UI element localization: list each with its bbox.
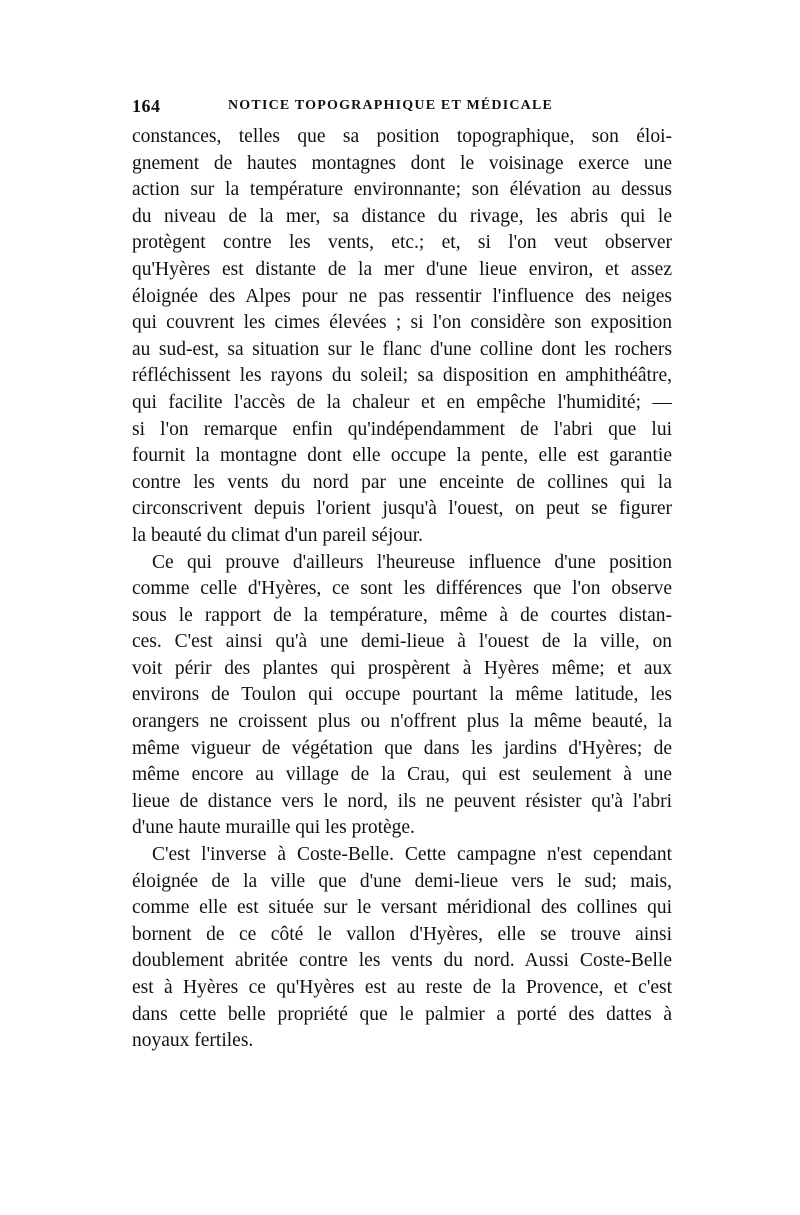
text-line: bornent de ce côté le vallon d'Hyères, elle se trouve ainsi <box>132 923 672 945</box>
text-line: au sud-est, sa situation sur le flanc d'une colline dont les rochers <box>132 338 672 360</box>
text-line: protègent contre les vents, etc.; et, si l'on veut observer <box>132 232 672 254</box>
body-text <box>132 124 672 1055</box>
text-line: d'une haute muraille qui les protège. <box>132 817 415 839</box>
text-line: sous le rapport de la température, même à de courtes distan- <box>132 604 672 626</box>
text-line: comme celle d'Hyères, ce sont les différences que l'on observe <box>132 578 672 600</box>
text-line: qui facilite l'accès de la chaleur et en empêche l'humidité; — <box>132 391 672 413</box>
text-line: est à Hyères ce qu'Hyères est au reste de la Provence, et c'est <box>132 977 672 998</box>
page-header <box>132 96 672 120</box>
text-line: si l'on remarque enfin qu'indépendamment de l'abri que lui <box>132 418 672 440</box>
text-line: fournit la montagne dont elle occupe la pente, elle est garantie <box>132 445 672 467</box>
text-line: contre les vents du nord par une enceinte de collines qui la <box>132 471 672 493</box>
text-line: du niveau de la mer, sa distance du rivage, les abris qui le <box>132 205 672 227</box>
text-line: voit périr des plantes qui prospèrent à Hyères même; et aux <box>132 657 672 679</box>
running-head: NOTICE TOPOGRAPHIQUE ET MÉDICALE <box>228 98 554 113</box>
text-line: même vigueur de végétation que dans les jardins d'Hyères; de <box>132 737 672 759</box>
text-line: éloignée des Alpes pour ne pas ressentir l'influence des neiges <box>132 285 672 307</box>
paragraph-1 <box>132 124 672 550</box>
text-line: la beauté du climat d'un pareil séjour. <box>132 524 424 546</box>
text-line: éloignée de la ville que d'une demi-lieue vers le sud; mais, <box>132 870 672 892</box>
text-line: action sur la température environnante; son élévation au dessus <box>132 179 672 201</box>
text-line: gnement de hautes montagnes dont le voisinage exerce une <box>132 152 672 174</box>
text-line: orangers ne croissent plus ou n'offrent plus la même beauté, la <box>132 711 672 733</box>
text-line: ces. C'est ainsi qu'à une demi-lieue à l'ouest de la ville, on <box>132 631 672 653</box>
text-line: doublement abritée contre les vents du nord. Aussi Coste-Belle <box>132 950 672 972</box>
text-line: qu'Hyères est distante de la mer d'une lieue environ, et assez <box>132 258 672 280</box>
text-line: constances, telles que sa position topographique, son éloi- <box>132 126 672 147</box>
text-line: dans cette belle propriété que le palmier a porté des dattes à <box>132 1003 672 1025</box>
text-line: réfléchissent les rayons du soleil; sa disposition en amphithéâtre, <box>132 365 672 387</box>
paragraph-2 <box>132 550 672 843</box>
text-line: comme elle est située sur le versant méridional des collines qui <box>132 897 672 919</box>
text-line: environs de Toulon qui occupe pourtant la même latitude, les <box>132 684 672 706</box>
text-line: Ce qui prouve d'ailleurs l'heureuse influence d'une position <box>152 551 672 573</box>
text-line: même encore au village de la Crau, qui est seulement à une <box>132 764 672 786</box>
page-number: 164 <box>132 96 161 116</box>
text-line: circonscrivent depuis l'orient jusqu'à l'ouest, on peut se figurer <box>132 498 672 520</box>
text-line: C'est l'inverse à Coste-Belle. Cette campagne n'est cependant <box>152 844 672 866</box>
text-line: qui couvrent les cimes élevées ; si l'on considère son exposition <box>132 312 672 334</box>
paragraph-3 <box>132 842 672 1055</box>
text-line: noyaux fertiles. <box>132 1030 254 1052</box>
text-line: lieue de distance vers le nord, ils ne peuvent résister qu'à l'abri <box>132 790 672 812</box>
